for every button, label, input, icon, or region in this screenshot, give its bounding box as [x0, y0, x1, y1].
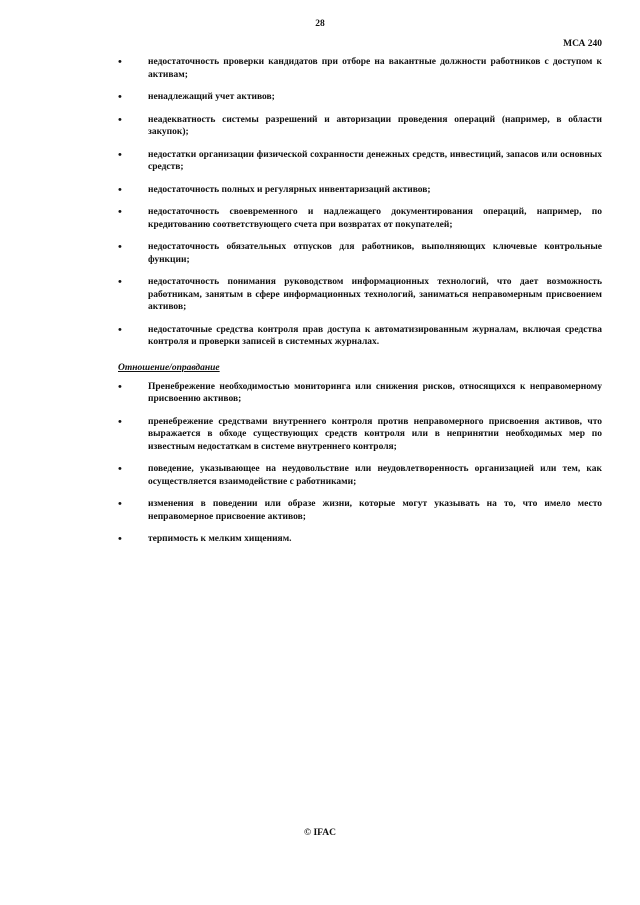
list-item-text: недостатки организации физической сохранности денежных средств, инвестиций, запасов или основных средств;: [148, 149, 602, 172]
bullet-icon: •: [118, 463, 122, 475]
bullet-list-attitudes: [118, 381, 602, 546]
list-item: [118, 149, 602, 174]
document-code: МСА 240: [563, 39, 602, 49]
list-item: [118, 184, 602, 197]
list-item: [118, 276, 602, 314]
section-heading: Отношение/оправдание: [118, 362, 220, 373]
list-item-text: недостаточность проверки кандидатов при отборе на вакантные должности работников с доступом к активам;: [148, 57, 602, 80]
page-content: [118, 56, 602, 556]
bullet-list-opportunities: [118, 56, 602, 349]
list-item-text: неадекватность системы разрешений и авторизации проведения операций (например, в области закупок);: [148, 114, 602, 137]
list-item-text: Пренебрежение необходимостью мониторинга или снижения рисков, относящихся к неправомерному присвоению активов;: [148, 381, 602, 404]
bullet-icon: •: [118, 56, 122, 68]
bullet-icon: •: [118, 206, 122, 218]
bullet-icon: •: [118, 323, 122, 336]
bullet-icon: •: [118, 276, 122, 288]
list-item-text: недостаточность своевременного и надлежащего документирования операций, например, по кредитованию соответствующего счета при возвратах от покупателей;: [148, 207, 602, 230]
list-item: [118, 416, 602, 454]
copyright-footer: © IFAC: [304, 828, 336, 838]
list-item: [118, 114, 602, 139]
list-item-text: недостаточность обязательных отпусков для работников, выполняющих ключевые контрольные функции;: [148, 242, 602, 265]
list-item: [118, 381, 602, 406]
list-item-text: ненадлежащий учет активов;: [148, 92, 275, 102]
page-number: 28: [315, 19, 325, 29]
list-item: [118, 324, 602, 349]
list-item-text: недостаточные средства контроля прав доступа к автоматизированным журналам, включая средства контроля и проверки записей в системных журналах.: [148, 324, 602, 347]
list-item: [118, 463, 602, 488]
bullet-icon: •: [118, 498, 122, 510]
list-item: [118, 241, 602, 266]
list-item: [118, 533, 602, 546]
bullet-icon: •: [118, 380, 122, 393]
list-item: [118, 206, 602, 231]
list-item: [118, 91, 602, 104]
bullet-icon: •: [118, 241, 122, 253]
bullet-icon: •: [118, 183, 122, 196]
list-item-text: пренебрежение средствами внутреннего контроля против неправомерного присвоения активов, что выражается в обходе существующих средств контроля или в непринятии необходимых мер по известным недостаткам в системе внутреннего контроля;: [148, 416, 602, 452]
list-item-text: поведение, указывающее на неудовольствие или неудовлетворенность организацией или тем, как осуществляется взаимодействие с работниками;: [148, 464, 602, 487]
list-item-text: недостаточность понимания руководством информационных технологий, что дает возможность работникам, занятым в сфере информационных технологий, заниматься неправомерным присвоением активов;: [148, 277, 602, 312]
bullet-icon: •: [118, 533, 122, 545]
list-item-text: изменения в поведении или образе жизни, которые могут указывать на то, что имело место неправомерное присвоение активов;: [148, 499, 602, 522]
bullet-icon: •: [118, 91, 122, 103]
bullet-icon: •: [118, 113, 122, 126]
list-item: [118, 498, 602, 523]
list-item-text: недостаточность полных и регулярных инвентаризаций активов;: [148, 184, 431, 195]
list-item: [118, 56, 602, 81]
list-item-text: терпимость к мелким хищениям.: [148, 534, 292, 544]
bullet-icon: •: [118, 148, 122, 161]
bullet-icon: •: [118, 415, 122, 428]
